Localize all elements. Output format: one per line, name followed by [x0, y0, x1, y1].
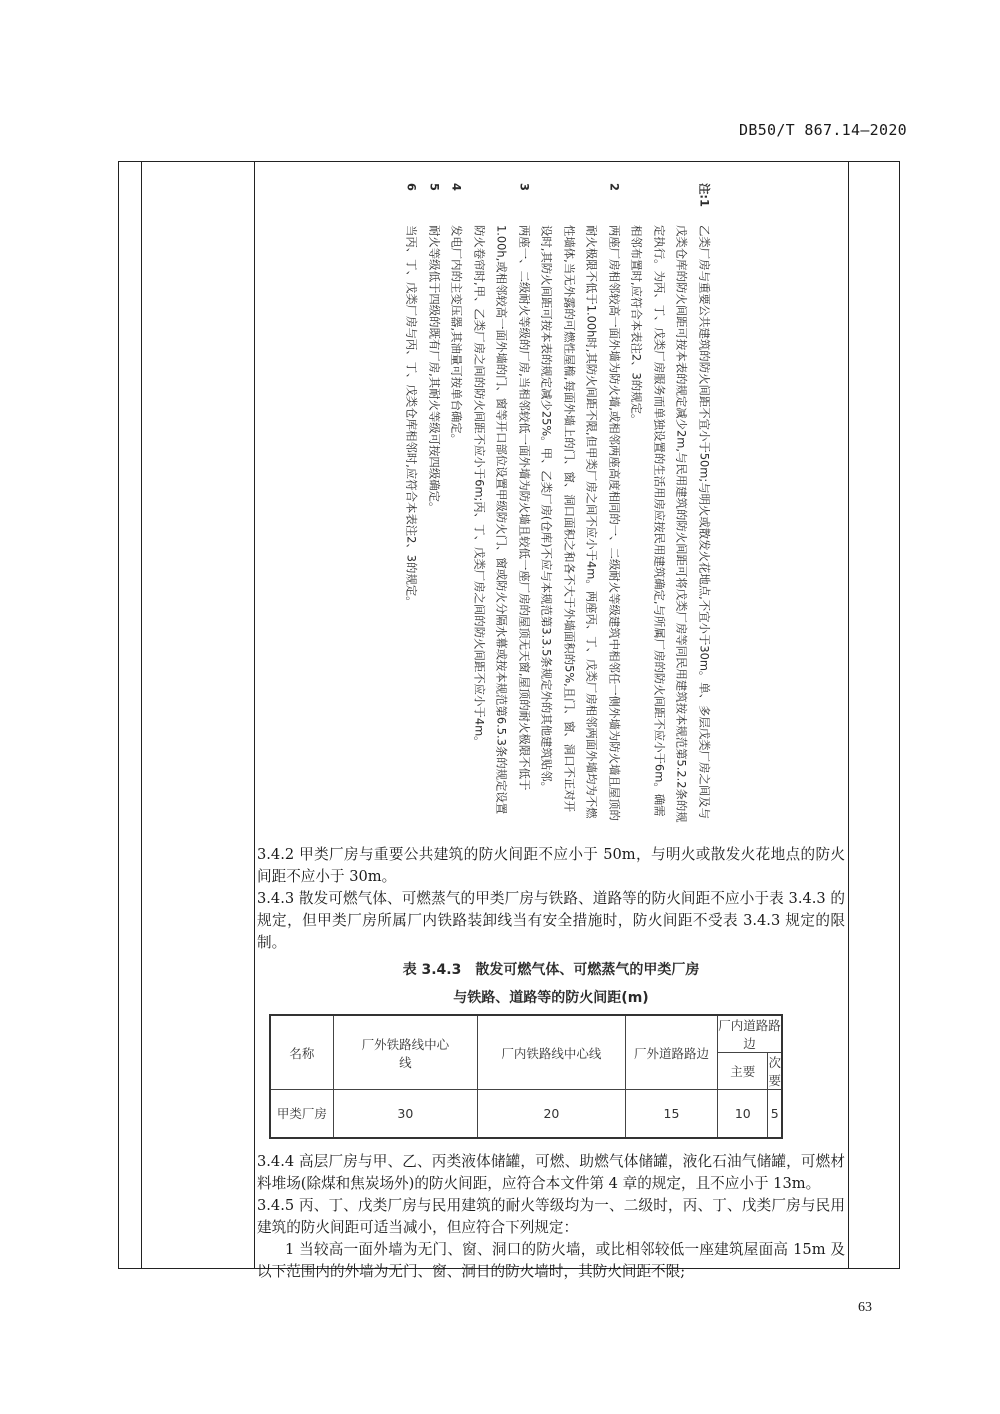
header-name: 名称: [270, 1015, 333, 1090]
clause-3-4-5: 3.4.5 丙、丁、戊类厂房与民用建筑的耐火等级均为一、二级时，丙、丁、戊类厂房与民用建筑的防火间距可适当减小，但应符合下列规定：: [257, 1197, 845, 1236]
header-inner-rail: 厂内铁路线中心线: [478, 1015, 626, 1090]
note-text: 乙类厂房与重要公共建筑的防火间距不宜小于50m;与明火或散发火花地点,不宜小于30m。单、多层戊类厂房之间及与戊类仓库的防火间距可按本表的规定减少2m,与民用建筑的防火间距可将戊类厂房等同民用建筑按本规范第5.2.2条的规定执行。为丙、丁、戊类厂房服务而单独设置的生活用房应按民用建筑确定,与所属厂房的防火间距不应小于6m。确需相邻布置时,应符合本表注2、3的规定。: [630, 225, 712, 823]
notes-label: 注:: [697, 183, 712, 199]
content-column: [254, 161, 848, 1280]
table-header-row: [270, 1015, 782, 1053]
note-row-6: [401, 183, 424, 823]
note-row-4: [446, 183, 469, 823]
note-text: 当丙、丁、戊类厂房与丙、丁、戊类仓库相邻时,应符合本表注2、3的规定。: [405, 225, 419, 608]
column-divider-1: [141, 161, 142, 1269]
clause-3-4-4: 3.4.4 高层厂房与甲、乙、丙类液体储罐，可燃、助燃气体储罐，液化石油气储罐，可燃材料堆场(除煤和焦炭场外)的防火间距，应符合本文件第 4 章的规定，且不应小于 13m。: [257, 1153, 845, 1192]
note-number: 2: [607, 183, 622, 191]
note-text: 两座厂房相邻较高一面外墙为防火墙,或相邻两座高度相同的一、二级耐火等级建筑中相邻任一侧外墙为防火墙且屋顶的耐火极限不低于1.00h时,其防火间距不限,但甲类厂房之间不应小于4m。两座丙、丁、戊类厂房相邻两面外墙均为不燃性墙体,当无外露的可燃性屋檐,每面外墙上的门、窗、洞口面积之和各不大于外墙面积的5%,且门、窗、洞口不正对开设时,其防火间距可按本表的规定减少25%。甲、乙类厂房(仓库)不应与本规范第3.3.5条规定外的其他建筑贴邻。: [540, 225, 622, 821]
note-number: 1: [697, 198, 712, 207]
cell-inner-rail: 20: [478, 1090, 626, 1138]
table-title-line2: 与铁路、道路等的防火间距(m): [453, 990, 649, 1006]
header-secondary: 次要: [768, 1053, 782, 1090]
note-row-5: [423, 183, 446, 823]
note-row-3: [468, 183, 536, 823]
clause-3-4-3: 3.4.3 散发可燃气体、可燃蒸气的甲类厂房与铁路、道路等的防火间距不应小于表 3.4.3 的规定，但甲类厂房所属厂内铁路装卸线当有安全措施时，防火间距不受表 3.4.3 规定的限制。: [257, 890, 845, 951]
fire-distance-table: [269, 1014, 783, 1139]
rotated-notes: [401, 183, 716, 823]
note-number: 5: [427, 183, 442, 191]
table-title-line1: 表 3.4.3 散发可燃气体、可燃蒸气的甲类厂房: [402, 962, 700, 978]
page-number: 63: [858, 1300, 872, 1315]
note-row-2: [536, 183, 626, 823]
cell-name: 甲类厂房: [270, 1090, 333, 1138]
note-text: 两座一、二级耐火等级的厂房,当相邻较低一面外墙为防火墙且较低一座厂房的屋顶无天窗,屋顶的耐火极限不低于1.00h,或相邻较高一面外墙的门、窗等开口部位设置甲级防火门、窗或防火分隔水幕或按本规范第6.5.3条的规定设置防火卷帘时,甲、乙类厂房之间的防火间距不应小于6m;丙、丁、戊类厂房之间的防火间距不应小于4m。: [472, 225, 532, 815]
note-number: 3: [517, 183, 532, 191]
cell-outer-rail: 30: [333, 1090, 477, 1138]
column-divider-3: [848, 161, 849, 1269]
note-row-1: [626, 183, 716, 823]
header-outer-rail: 厂外铁路线中心线: [333, 1015, 477, 1090]
note-text: 发电厂内的主变压器,其油量可按单台确定。: [450, 225, 464, 446]
note-marker: [626, 183, 716, 225]
table-row: [270, 1090, 782, 1138]
header-outer-road: 厂外道路路边: [625, 1015, 717, 1090]
note-number: 6: [405, 183, 419, 191]
clause-3-4-2: 3.4.2 甲类厂房与重要公共建筑的防火间距不应小于 50m，与明火或散发火花地点的防火间距不应小于 30m。: [257, 846, 845, 885]
cell-main: 10: [718, 1090, 768, 1138]
scanned-notes-image: [268, 173, 848, 833]
clause-3-4-5-item-1: 1 当较高一面外墙为无门、窗、洞口的防火墙，或比相邻较低一座建筑屋面高 15m 及以下范围内的外墙为无门、窗、洞日的防火墙时，其防火间距不限;: [257, 1241, 845, 1280]
cell-outer-road: 15: [625, 1090, 717, 1138]
cell-secondary: 5: [768, 1090, 782, 1138]
note-text: 耐火等级低于四级的既有厂房,其耐火等级可按四级确定。: [427, 225, 442, 514]
standard-code: DB50/T 867.14—2020: [739, 121, 907, 139]
header-inner-road: 厂内道路路边: [718, 1015, 782, 1053]
header-main: 主要: [718, 1053, 768, 1090]
note-number: 4: [450, 183, 464, 191]
